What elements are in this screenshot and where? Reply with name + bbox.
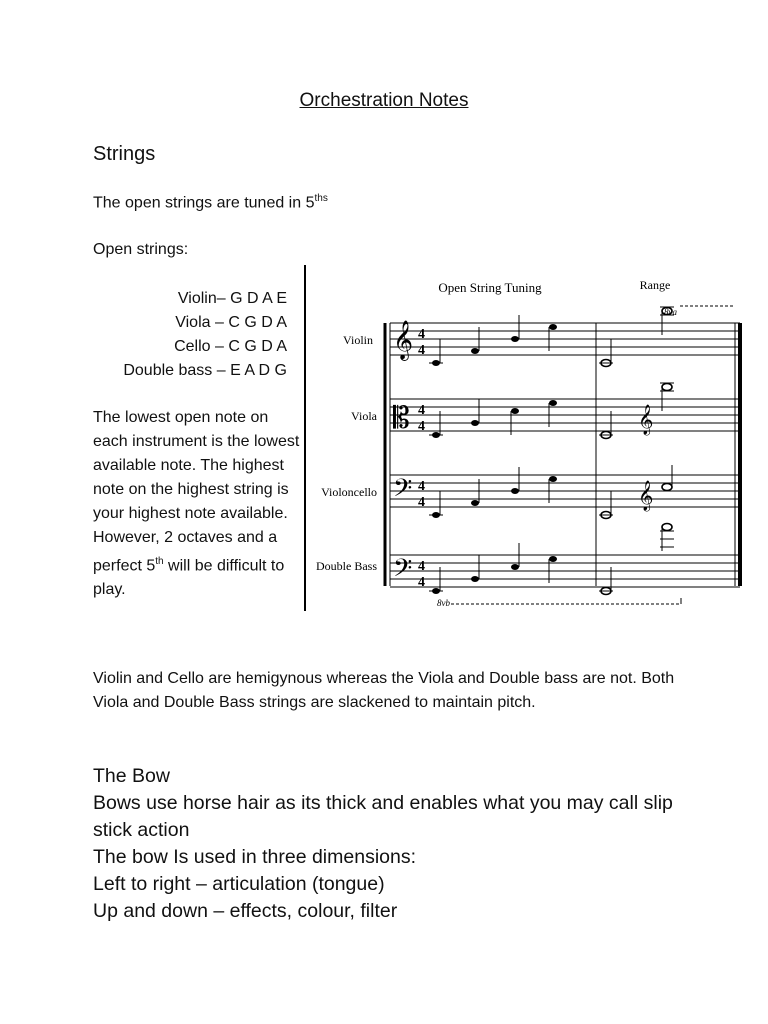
hemigynous-paragraph: Violin and Cello are hemigynous whereas the Viola and Double bass are not. Both Viola and Double Bass strings are slackened to maintain pitch.	[93, 670, 675, 711]
page-title: Orchestration Notes	[299, 90, 469, 111]
bow-line-1: Bows use horse hair as its thick and enables what you may call slip stick action	[93, 792, 673, 841]
range-heading: Range	[639, 278, 671, 292]
open-strings-label: Open strings:	[93, 241, 189, 258]
time-sig-bottom: 4	[418, 575, 425, 590]
intro-main: The open strings are tuned in 5	[93, 194, 315, 212]
double-bass-staff	[316, 524, 740, 595]
staff-label-double-bass: Double Bass	[316, 559, 377, 573]
time-sig-bottom: 4	[418, 343, 425, 358]
bow-line-4: Up and down – effects, colour, filter	[93, 900, 398, 922]
intro-superscript: ths	[314, 193, 328, 204]
range-paragraph-superscript: th	[155, 556, 164, 567]
violin-staff	[343, 307, 740, 367]
time-sig-top: 4	[418, 559, 425, 574]
bow-section	[93, 763, 713, 925]
tuning-violin: Violin– G D A E	[177, 290, 287, 307]
treble-clef-change-icon: 𝄞	[638, 405, 654, 434]
tuning-cello: Cello – C G D A	[174, 338, 287, 355]
staff-label-viola: Viola	[351, 409, 377, 423]
staff-label-violoncello: Violoncello	[321, 485, 377, 499]
staff-label-violin: Violin	[343, 333, 373, 347]
viola-staff	[351, 383, 740, 439]
bass-clef-icon: 𝄢	[393, 475, 413, 508]
bass-clef-icon: 𝄢	[393, 555, 413, 588]
alto-clef-icon: 𝄡	[393, 402, 410, 435]
range-paragraph	[93, 406, 303, 602]
range-paragraph-part2b: will be difficult to play.	[93, 557, 285, 599]
time-sig-bottom: 4	[418, 419, 425, 434]
bow-line-2: The bow Is used in three dimensions:	[93, 846, 417, 868]
bow-heading: The Bow	[93, 765, 170, 787]
ottava-top-label: 8va	[664, 307, 677, 317]
range-paragraph-part2a: However, 2 octaves and a perfect 5	[93, 529, 278, 575]
bow-line-3: Left to right – articulation (tongue)	[93, 873, 385, 895]
tuning-list	[93, 287, 287, 383]
open-string-heading: Open String Tuning	[438, 280, 542, 295]
time-sig-bottom: 4	[418, 495, 425, 510]
range-paragraph-part2	[93, 526, 303, 602]
time-sig-top: 4	[418, 403, 425, 418]
treble-clef-icon: 𝄞	[393, 322, 414, 359]
ottava-bottom-label: 8vb	[437, 598, 450, 608]
tuning-double-bass: Double bass – E A D G	[123, 362, 287, 379]
time-sig-top: 4	[418, 479, 425, 494]
range-paragraph-part1: The lowest open note on each instrument is the lowest available note. The highest note on the highest string is your highest note available.	[93, 409, 300, 522]
tuning-viola: Viola – C G D A	[175, 314, 287, 331]
section-heading-strings: Strings	[93, 143, 156, 165]
intro-text	[93, 193, 328, 212]
treble-clef-change-icon: 𝄞	[638, 481, 654, 510]
time-sig-top: 4	[418, 327, 425, 342]
open-string-tuning-score	[303, 265, 748, 615]
